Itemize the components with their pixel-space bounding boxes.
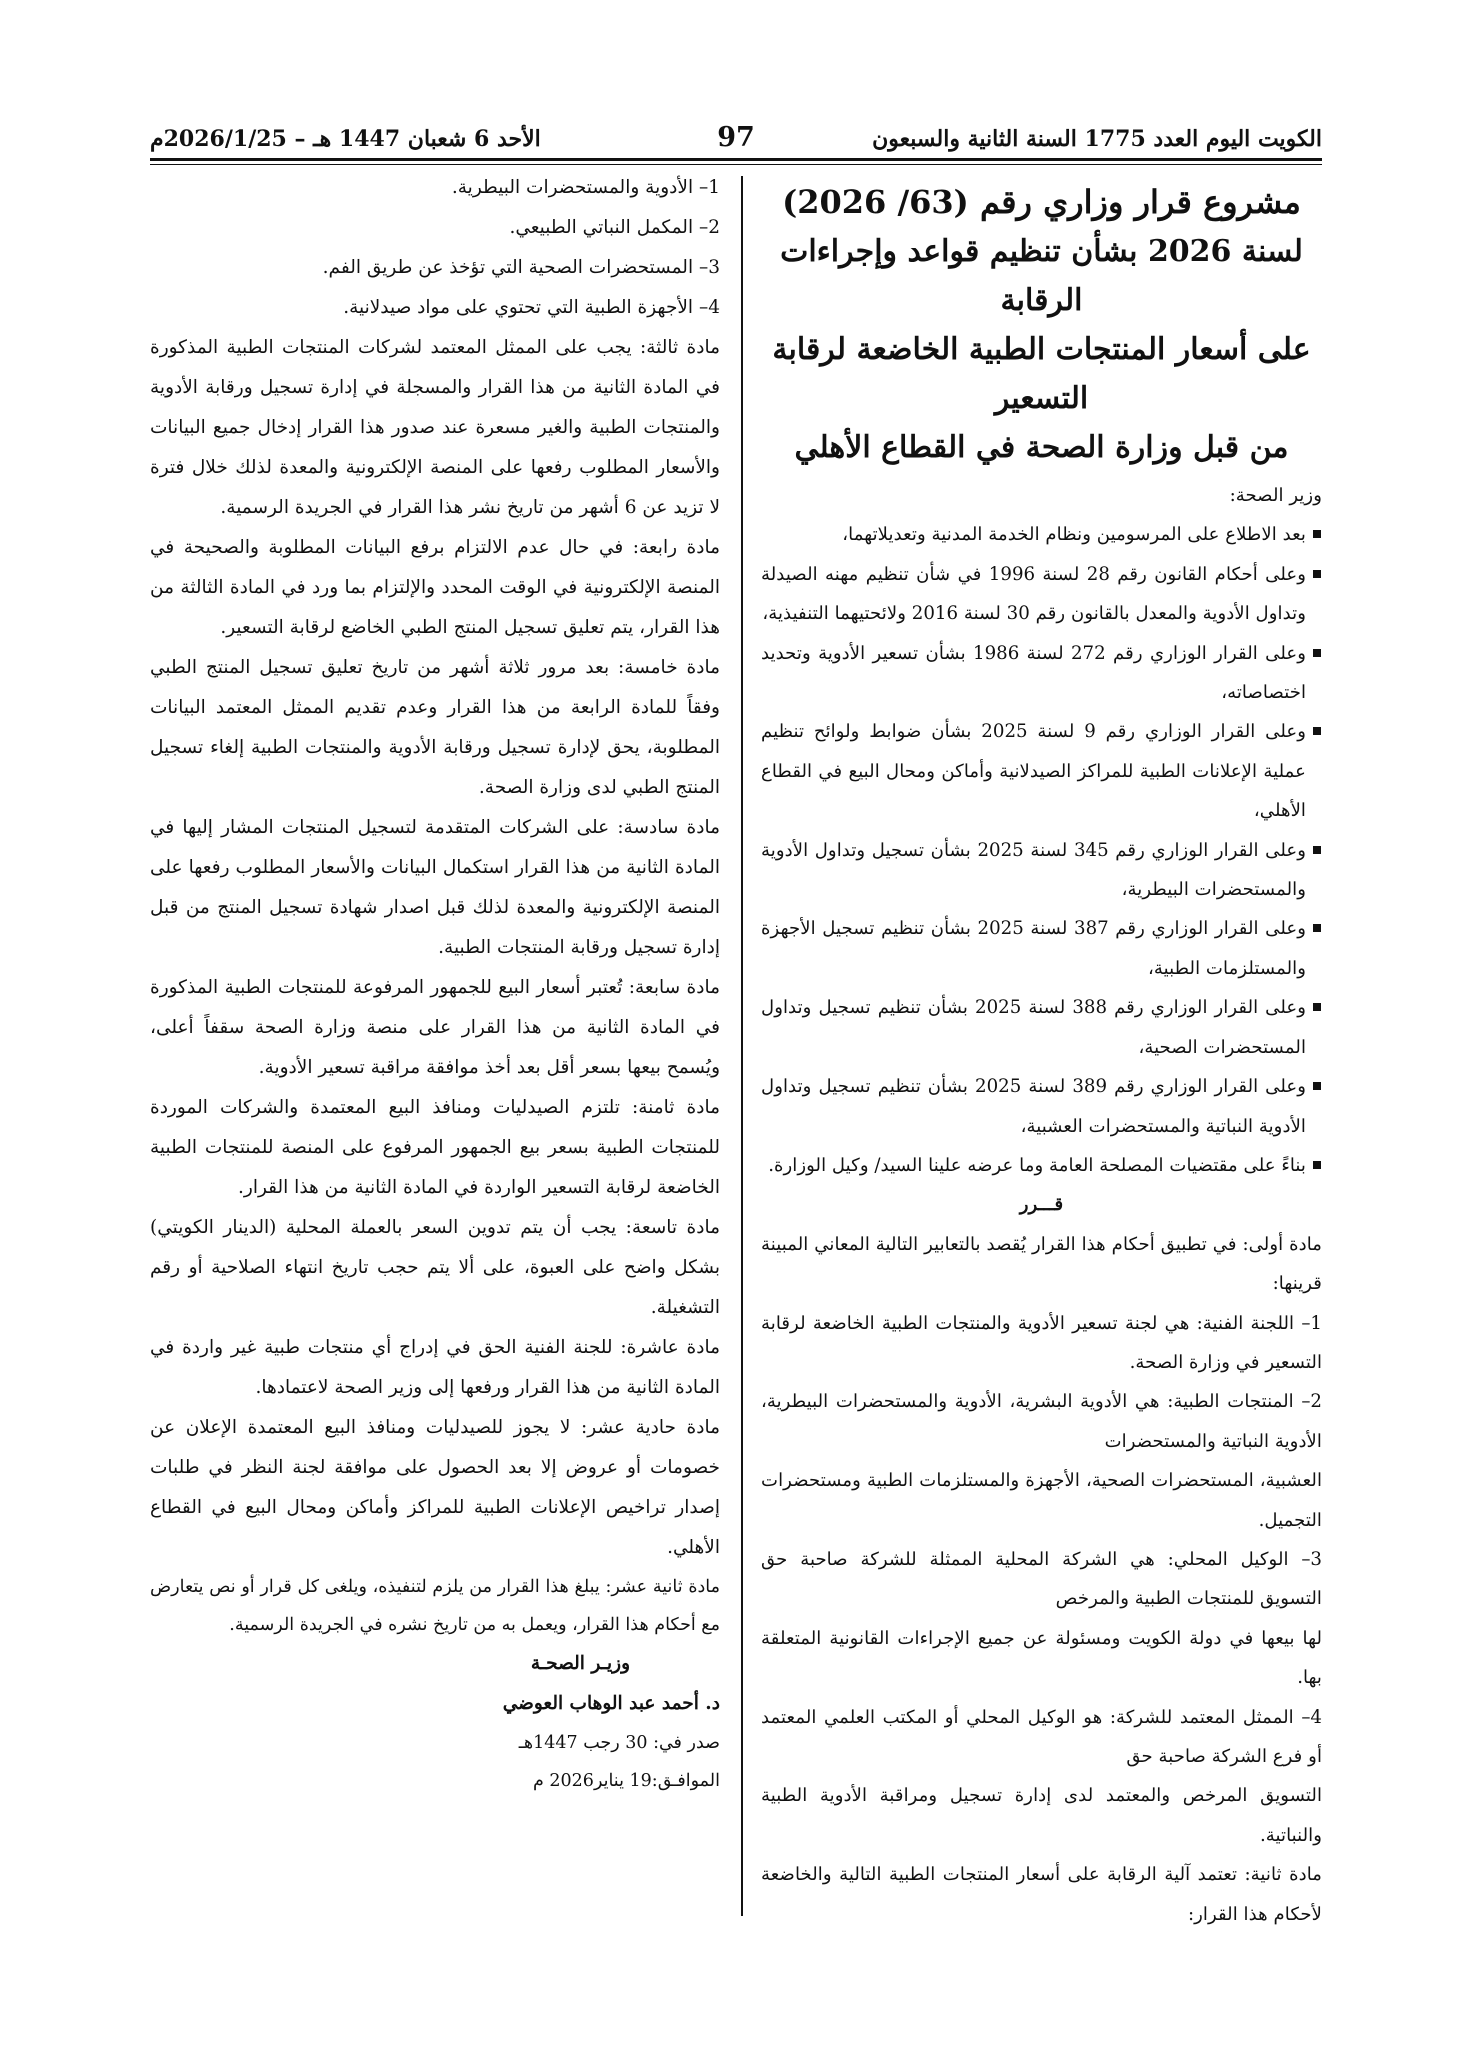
article-8: مادة ثامنة: تلتزم الصيدليات ومنافذ البيع المعتمدة والشركات الموردة للمنتجات الطبية بسعر بيع الجمهور المرفوع على المنصة للمنتجات الطبية الخاضعة لرقابة التسعير الواردة في المادة الثانية من هذا القرار. xyxy=(150,1097,720,1198)
gazette-issue-info: الكويت اليوم العدد 1775 السنة الثانية والسبعون xyxy=(872,126,1322,152)
bullet-square-icon xyxy=(1313,570,1321,578)
preamble-item: وعلى القرار الوزاري رقم 345 لسنة 2025 بشأن تسجيل وتداول الأدوية والمستحضرات البيطرية، xyxy=(761,831,1322,910)
preamble-item: وعلى القرار الوزاري رقم 272 لسنة 1986 بشأن تسعير الأدوية وتحديد اختصاصاته، xyxy=(761,634,1322,713)
bullet-square-icon xyxy=(1313,649,1321,657)
article-5: مادة خامسة: بعد مرور ثلاثة أشهر من تاريخ تعليق تسجيل المنتج الطبي وفقاً للمادة الرابعة من هذا القرار وعدم تقديم الممثل المعتمد البيانات المطلوبة، يحق لإدارة تسجيل ورقابة الأدوية والمنتجات الطبية إلغاء تسجيل المنتج الطبي لدى وزارة الصحة. xyxy=(150,657,720,798)
bullet-square-icon xyxy=(1313,530,1321,538)
preamble-item: وعلى القرار الوزاري رقم 387 لسنة 2025 بشأن تنظيم تسجيل الأجهزة والمستلزمات الطبية، xyxy=(761,909,1322,988)
article-10: مادة عاشرة: للجنة الفنية الحق في إدراج أي منتجات طبية غير واردة في المادة الثانية من هذا القرار ورفعها إلى وزير الصحة لاعتمادها. xyxy=(150,1337,720,1398)
bullet-square-icon xyxy=(1313,924,1321,932)
header-rule-thin xyxy=(150,164,1322,165)
bullet-square-icon xyxy=(1313,727,1321,735)
preamble-item: بناءً على مقتضيات المصلحة العامة وما عرضه علينا السيد/ وكيل الوزارة. xyxy=(761,1146,1322,1185)
preamble-item: بعد الاطلاع على المرسومين ونظام الخدمة المدنية وتعديلاتهما، xyxy=(761,515,1322,554)
product-list-item: 4– الأجهزة الطبية التي تحتوي على مواد صيدلانية. xyxy=(343,297,720,318)
definition-4b: التسويق المرخص والمعتمد لدى إدارة تسجيل ومراقبة الأدوية الطبية والنباتية. xyxy=(761,1785,1322,1846)
preamble-item: وعلى القرار الوزاري رقم 388 لسنة 2025 بشأن تنظيم تسجيل وتداول المستحضرات الصحية، xyxy=(761,988,1322,1067)
decided-heading: قـــرر xyxy=(1019,1194,1064,1216)
definition-3a: 3– الوكيل المحلي: هي الشركة المحلية الممثلة للشركة صاحبة حق التسويق للمنتجات الطبية والمرخص xyxy=(761,1548,1322,1610)
issue-date-gregorian: الموافـق:19 يناير2026 م xyxy=(532,1771,720,1791)
minister-label: وزير الصحة: xyxy=(1229,485,1322,506)
title-line-3: على أسعار المنتجات الطبية الخاضعة لرقابة التسعير xyxy=(772,332,1311,416)
left-column xyxy=(150,168,720,1800)
definition-3b: لها بيعها في دولة الكويت ومسئولة عن جميع الإجراءات القانونية المتعلقة بها. xyxy=(761,1627,1322,1689)
header-rule-thick xyxy=(150,158,1322,161)
product-list-item: 1– الأدوية والمستحضرات البيطرية. xyxy=(451,177,720,198)
article-2: مادة ثانية: تعتمد آلية الرقابة على أسعار المنتجات الطبية التالية والخاضعة لأحكام هذا القرار: xyxy=(761,1864,1322,1925)
bullet-square-icon xyxy=(1313,1003,1321,1011)
article-3: مادة ثالثة: يجب على الممثل المعتمد لشركات المنتجات الطبية المذكورة في المادة الثانية من هذا القرار والمسجلة في إدارة تسجيل ورقابة الأدوية والمنتجات الطبية والغير مسعرة عند صدور هذا القرار إدخال جميع البيانات والأسعار المطلوب رفعها على المنصة الإلكترونية والمعدة لذلك خلال فترة لا تزيد عن 6 أشهر من تاريخ نشر هذا القرار في الجريدة الرسمية. xyxy=(150,337,720,518)
right-column xyxy=(761,168,1322,1934)
definition-1: 1– اللجنة الفنية: هي لجنة تسعير الأدوية والمنتجات الطبية الخاضعة لرقابة التسعير في وزارة الصحة. xyxy=(761,1312,1322,1373)
preamble-item: وعلى القرار الوزاري رقم 9 لسنة 2025 بشأن ضوابط ولوائح تنظيم عملية الإعلانات الطبية للمراكز الصيدلانية وأماكن ومحال البيع في القطاع الأهلي، xyxy=(761,712,1322,830)
article-4: مادة رابعة: في حال عدم الالتزام برفع البيانات المطلوبة والصحيحة في المنصة الإلكترونية في الوقت المحدد والإلتزام بما ورد في المادة الثالثة من هذا القرار، يتم تعليق تسجيل المنتج الطبي الخاضع لرقابة التسعير. xyxy=(150,537,720,638)
signature-name: د. أحمد عبد الوهاب العوضي xyxy=(502,1693,720,1714)
title-line-2: لسنة 2026 بشأن تنظيم قواعد وإجراءات الرقابة xyxy=(780,234,1303,318)
title-line-1: مشروع قرار وزاري رقم (63/ 2026) xyxy=(782,183,1301,221)
page-number: 97 xyxy=(717,122,755,153)
bullet-square-icon xyxy=(1313,1082,1321,1090)
product-list-item: 2– المكمل النباتي الطبيعي. xyxy=(509,217,720,238)
article-11: مادة حادية عشر: لا يجوز للصيدليات ومنافذ البيع المعتمدة الإعلان عن خصومات أو عروض إلا بعد الحصول على موافقة لجنة النظر في طلبات إصدار تراخيص الإعلانات الطبية للمراكز وأماكن ومحال البيع في القطاع الأهلي. xyxy=(150,1417,720,1558)
issue-date-hijri: صدر في: 30 رجب 1447هـ xyxy=(518,1733,720,1753)
preamble-item: وعلى القرار الوزاري رقم 389 لسنة 2025 بشأن تنظيم تسجيل وتداول الأدوية النباتية والمستحضرات العشبية، xyxy=(761,1067,1322,1146)
definition-2b: العشبية، المستحضرات الصحية، الأجهزة والمستلزمات الطبية ومستحضرات التجميل. xyxy=(761,1470,1322,1531)
definition-4a: 4– الممثل المعتمد للشركة: هو الوكيل المحلي أو المكتب العلمي المعتمد أو فرع الشركة صاحبة حق xyxy=(761,1706,1322,1767)
signature-title: وزيـر الصحـة xyxy=(530,1653,630,1674)
column-divider xyxy=(741,176,743,1916)
definition-2a: 2– المنتجات الطبية: هي الأدوية البشرية، الأدوية والمستحضرات البيطرية، الأدوية النباتية والمستحضرات xyxy=(761,1391,1322,1452)
title-line-4: من قبل وزارة الصحة في القطاع الأهلي xyxy=(794,430,1289,465)
bullet-square-icon xyxy=(1313,1161,1321,1169)
article-6: مادة سادسة: على الشركات المتقدمة لتسجيل المنتجات المشار إليها في المادة الثانية من هذا القرار استكمال البيانات والأسعار المطلوب رفعها على المنصة الإلكترونية والمعدة لذلك قبل اصدار شهادة تسجيل المنتج من قبل إدارة تسجيل ورقابة المنتجات الطبية. xyxy=(150,817,720,958)
article-12: مادة ثانية عشر: يبلغ هذا القرار من يلزم لتنفيذه، ويلغى كل قرار أو نص يتعارض مع أحكام هذا القرار، ويعمل به من تاريخ نشره في الجريدة الرسمية. xyxy=(150,1577,720,1635)
article-9: مادة تاسعة: يجب أن يتم تدوين السعر بالعملة المحلية (الدينار الكويتي) بشكل واضح على العبوة، على ألا يتم حجب تاريخ انتهاء الصلاحية أو رقم التشغيلة. xyxy=(150,1217,720,1318)
preamble-item: وعلى أحكام القانون رقم 28 لسنة 1996 في شأن تنظيم مهنه الصيدلة وتداول الأدوية والمعدل بالقانون رقم 30 لسنة 2016 ولائحتيهما التنفيذية، xyxy=(761,555,1322,634)
decree-title xyxy=(761,178,1322,472)
bullet-square-icon xyxy=(1313,846,1321,854)
issue-date: الأحد 6 شعبان 1447 هـ – 2026/1/25م xyxy=(150,126,541,152)
article-1-intro: مادة أولى: في تطبيق أحكام هذا القرار يُقصد بالتعابير التالية المعاني المبينة قرينها: xyxy=(761,1233,1322,1295)
article-7: مادة سابعة: تُعتبر أسعار البيع للجمهور المرفوعة للمنتجات الطبية المذكورة في المادة الثانية من هذا القرار على منصة وزارة الصحة سقفاً أعلى، ويُسمح بيعها بسعر أقل بعد أخذ موافقة مراقبة تسعير الأدوية. xyxy=(150,977,720,1078)
product-list-item: 3– المستحضرات الصحية التي تؤخذ عن طريق الفم. xyxy=(322,257,720,278)
